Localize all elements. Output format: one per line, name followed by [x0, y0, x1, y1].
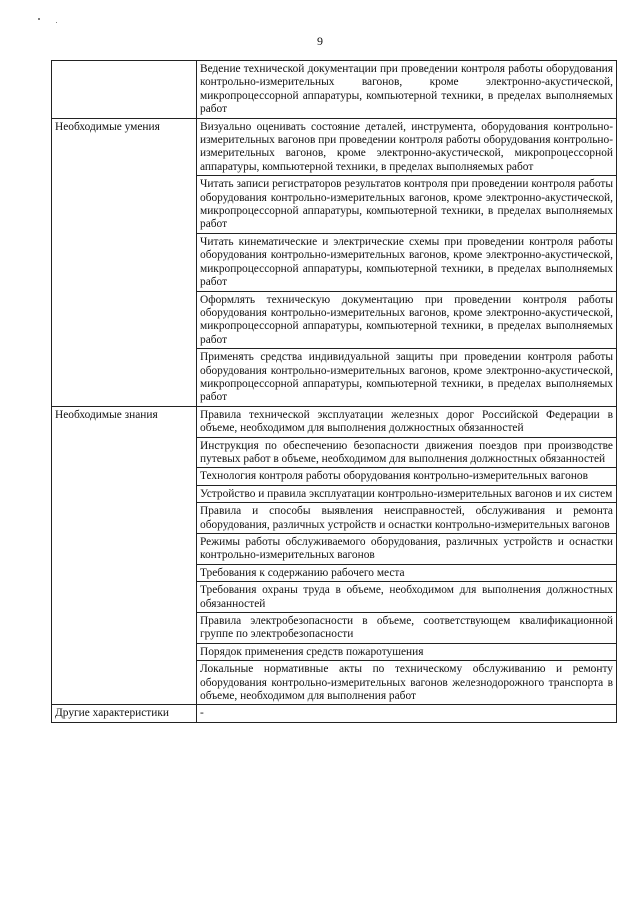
- section-label: Необходимые знания: [52, 406, 197, 705]
- requirement-text: Требования к содержанию рабочего места: [197, 564, 617, 581]
- scan-speck: [38, 18, 40, 20]
- section-label: Необходимые умения: [52, 118, 197, 406]
- requirement-text: Требования охраны труда в объеме, необходимом для выполнения должностных обязанностей: [197, 582, 617, 613]
- scan-speck: [56, 22, 57, 23]
- requirement-text: Режимы работы обслуживаемого оборудования, различных устройств и оснастки контрольно-измерительных вагонов: [197, 534, 617, 565]
- table-row: [52, 406, 617, 437]
- page-number: 9: [317, 34, 323, 48]
- table-row: [52, 118, 617, 176]
- requirement-text: Инструкция по обеспечению безопасности движения поездов при производстве путевых работ в объеме, необходимом для выполнения должностных обязанностей: [197, 437, 617, 468]
- requirement-text: -: [197, 705, 617, 722]
- requirement-text: Технология контроля работы оборудования контрольно-измерительных вагонов: [197, 468, 617, 485]
- requirement-text: Визуально оценивать состояние деталей, инструмента, оборудования контрольно-измерительных вагонов при проведении контроля работы оборудования контрольно-измерительных вагонов, кроме электронно-акустической, микропроцессорной аппаратуры, компьютерной техники, в пределах выполняемых работ: [197, 118, 617, 176]
- requirement-text: Правила и способы выявления неисправностей, обслуживания и ремонта оборудования, различных устройств и оснастки контрольно-измерительных вагонов: [197, 503, 617, 534]
- requirement-text: Применять средства индивидуальной защиты при проведении контроля работы оборудования контрольно-измерительных вагонов, кроме электронно-акустической, микропроцессорной аппаратуры, компьютерной техники, в пределах выполняемых работ: [197, 349, 617, 407]
- qualification-table: [51, 60, 617, 723]
- requirement-text: Порядок применения средств пожаротушения: [197, 643, 617, 660]
- requirement-text: Оформлять техническую документацию при проведении контроля работы оборудования контрольно-измерительных вагонов, кроме электронно-акустической, микропроцессорной аппаратуры, компьютерной техники, в пределах выполняемых работ: [197, 291, 617, 349]
- requirement-text: Устройство и правила эксплуатации контрольно-измерительных вагонов и их систем: [197, 485, 617, 502]
- table-row: [52, 705, 617, 722]
- requirement-text: Правила технической эксплуатации железных дорог Российской Федерации в объеме, необходимом для выполнения должностных обязанностей: [197, 406, 617, 437]
- requirement-text: Правила электробезопасности в объеме, соответствующем квалификационной группе по электробезопасности: [197, 613, 617, 644]
- section-label: [52, 61, 197, 119]
- requirement-text: Читать кинематические и электрические схемы при проведении контроля работы оборудования контрольно-измерительных вагонов, кроме электронно-акустической, микропроцессорной аппаратуры, компьютерной техники, в пределах выполняемых работ: [197, 233, 617, 291]
- section-label: Другие характеристики: [52, 705, 197, 722]
- requirement-text: Ведение технической документации при проведении контроля работы оборудования контрольно-измерительных вагонов, кроме электронно-акустической, микропроцессорной аппаратуры, компьютерной техники, в пределах выполняемых работ: [197, 61, 617, 119]
- requirement-text: Читать записи регистраторов результатов контроля при проведении контроля работы оборудования контрольно-измерительных вагонов, кроме электронно-акустической, микропроцессорной аппаратуры, компьютерной техники, в пределах выполняемых работ: [197, 176, 617, 234]
- requirement-text: Локальные нормативные акты по техническому обслуживанию и ремонту оборудования контрольно-измерительных вагонов железнодорожного транспорта в объеме, необходимом для выполнения работ: [197, 661, 617, 705]
- table-row: [52, 61, 617, 119]
